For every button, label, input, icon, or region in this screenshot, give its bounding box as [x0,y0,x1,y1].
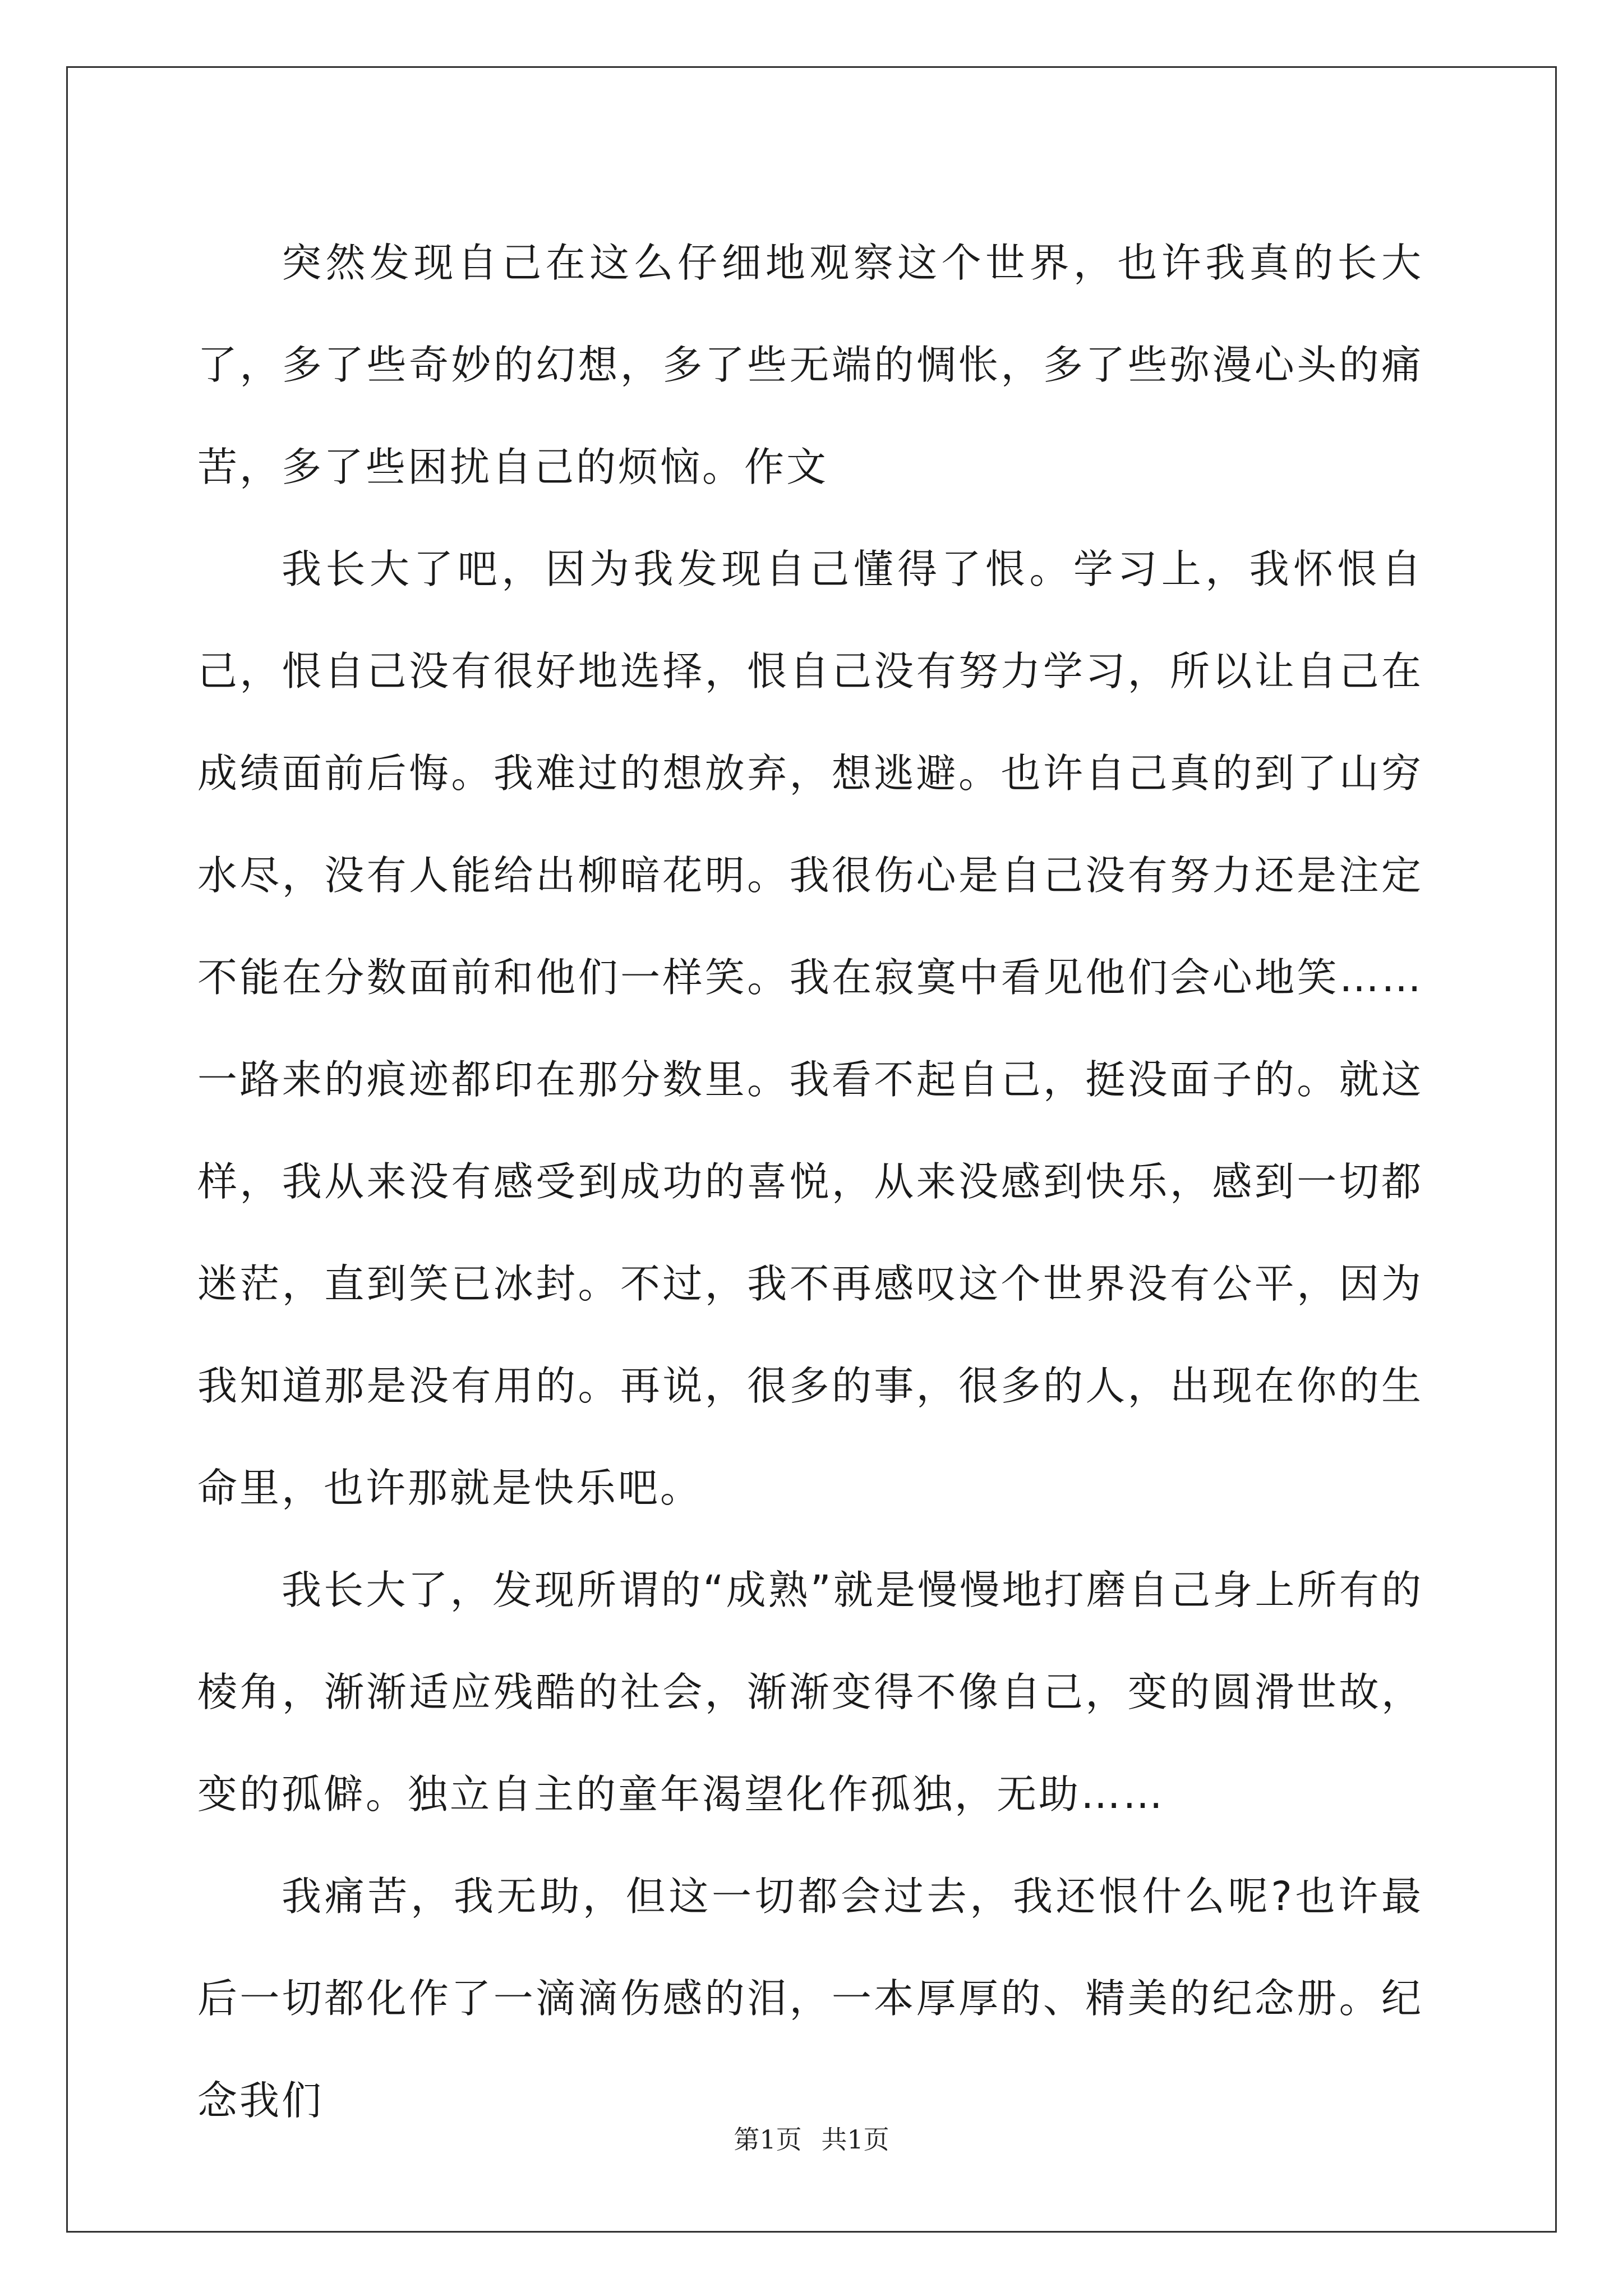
paragraph-1: 突然发现自己在这么仔细地观察这个世界，也许我真的长大了，多了些奇妙的幻想，多了些无端的惆怅，多了些弥漫心头的痛苦，多了些困扰自己的烦恼。作文 [197,240,1423,490]
document-body [197,212,1423,2152]
current-page-number: 第1页 [734,2124,802,2155]
total-page-count: 共1页 [821,2124,889,2155]
paragraph-3: 我长大了，发现所谓的“成熟”就是慢慢地打磨自己身上所有的棱角，渐渐适应残酷的社会，渐渐变得不像自己，变的圆滑世故，变的孤僻。独立自主的童年渴望化作孤独，无助…… [197,1567,1423,1818]
paragraph-4: 我痛苦，我无助，但这一切都会过去，我还恨什么呢?也许最后一切都化作了一滴滴伤感的泪，一本厚厚的、精美的纪念册。纪念我们 [197,1873,1423,2124]
paragraph-2: 我长大了吧，因为我发现自己懂得了恨。学习上，我怀恨自己，恨自己没有很好地选择，恨自己没有努力学习，所以让自己在成绩面前后悔。我难过的想放弃，想逃避。也许自己真的到了山穷水尽，没有人能给出柳暗花明。我很伤心是自己没有努力还是注定不能在分数面前和他们一样笑。我在寂寞中看见他们会心地笑……一路来的痕迹都印在那分数里。我看不起自己，挺没面子的。就这样，我从来没有感受到成功的喜悦，从来没感到快乐，感到一切都迷茫，直到笑已冰封。不过，我不再感叹这个世界没有公平，因为我知道那是没有用的。再说，很多的事，很多的人，出现在你的生命里，也许那就是快乐吧。 [197,546,1423,1511]
page-footer [0,2119,1623,2156]
